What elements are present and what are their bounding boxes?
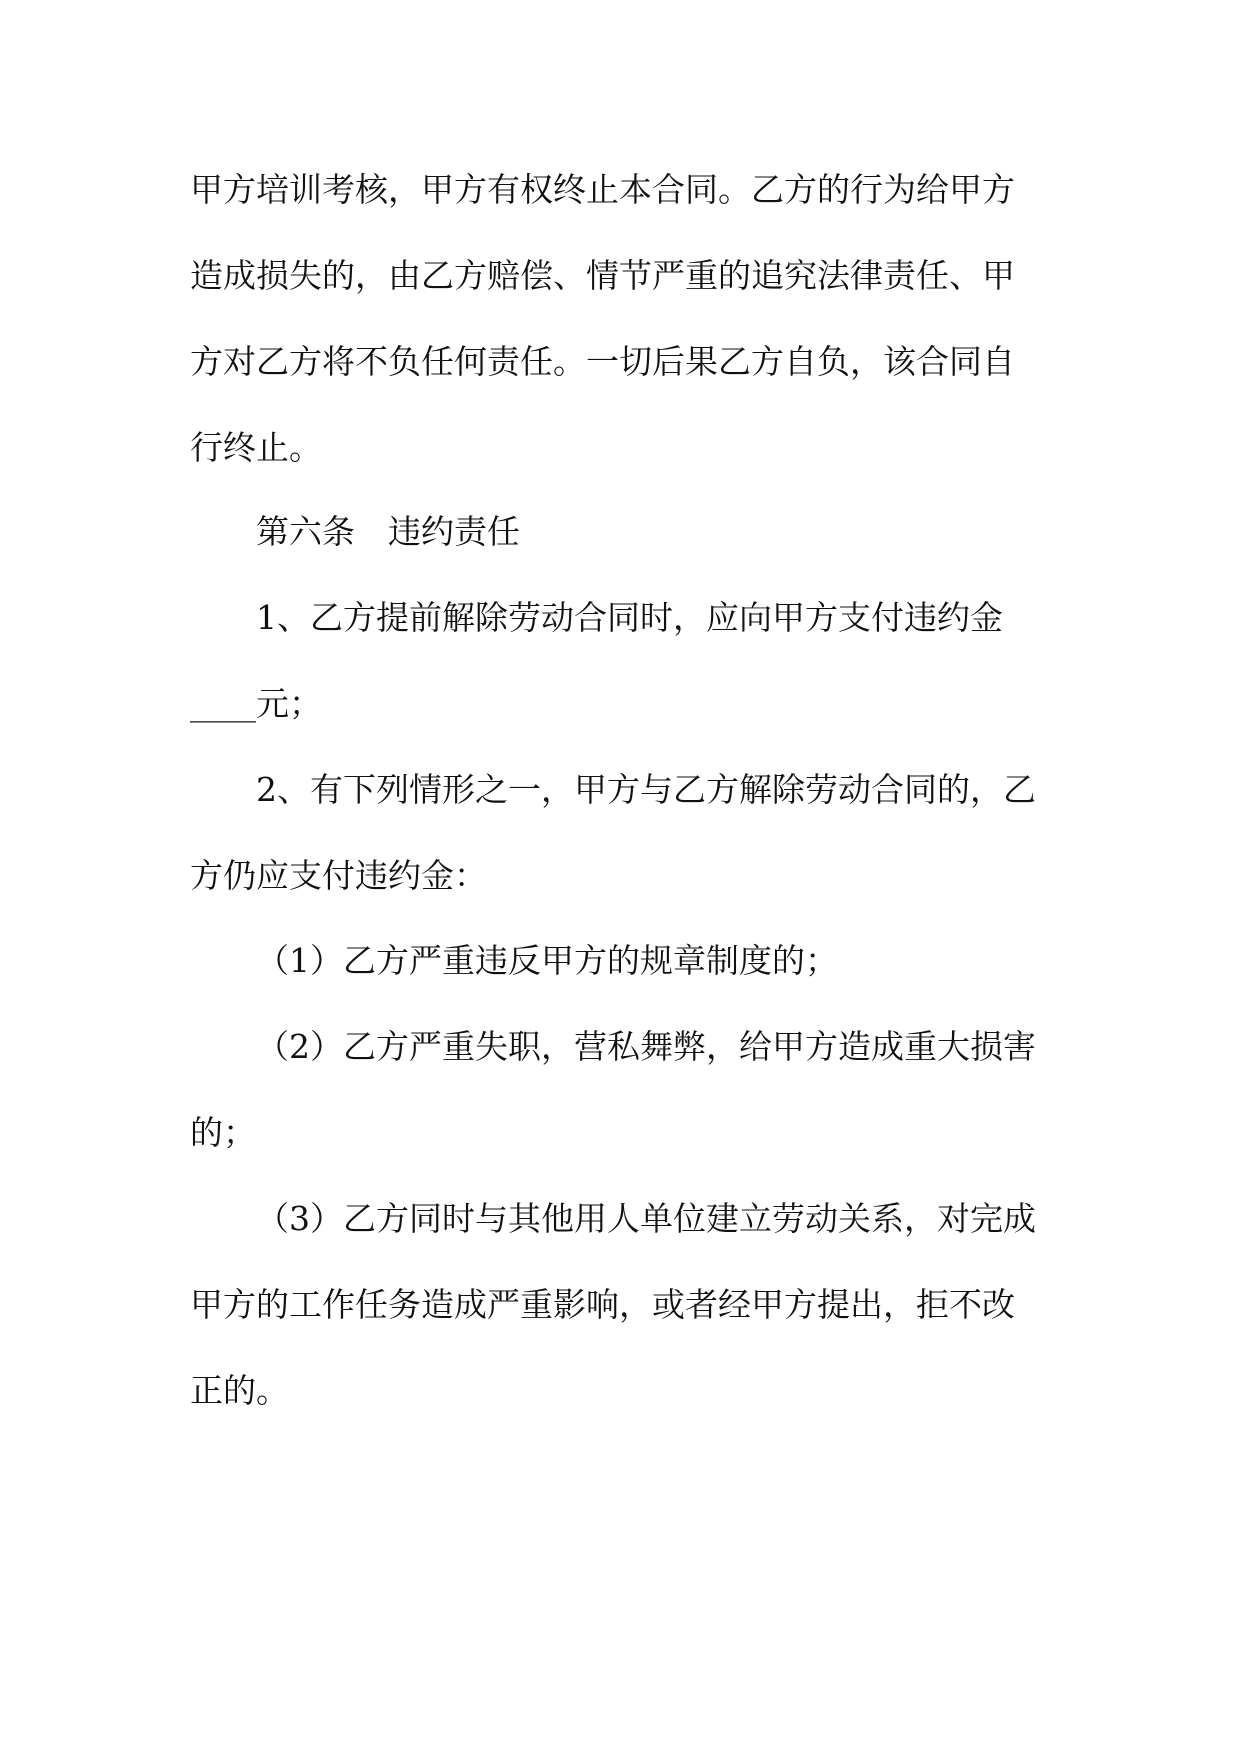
text-line: 的； <box>190 1113 256 1152</box>
list-item: （1）乙方严重违反甲方的规章制度的； <box>256 941 838 980</box>
text-line: 正的。 <box>190 1371 289 1410</box>
list-item: （3）乙方同时与其他用人单位建立劳动关系，对完成 <box>256 1199 1036 1238</box>
text-line: 甲方培训考核，甲方有权终止本合同。乙方的行为给甲方 <box>190 170 1015 209</box>
text-line: 1、乙方提前解除劳动合同时，应向甲方支付违约金 <box>256 598 1003 637</box>
text-line: 方对乙方将不负任何责任。一切后果乙方自负，该合同自 <box>190 342 1015 381</box>
text-line: 甲方的工作任务造成严重影响，或者经甲方提出，拒不改 <box>190 1285 1015 1324</box>
text-line: 行终止。 <box>190 428 322 467</box>
text-line: ____元； <box>190 684 322 723</box>
list-item: （2）乙方严重失职，营私舞弊，给甲方造成重大损害 <box>256 1027 1036 1066</box>
article-heading: 第六条 违约责任 <box>256 512 520 551</box>
text-line: 造成损失的，由乙方赔偿、情节严重的追究法律责任、甲 <box>190 256 1015 295</box>
text-line: 2、有下列情形之一，甲方与乙方解除劳动合同的，乙 <box>256 770 1036 809</box>
text-line: 方仍应支付违约金： <box>190 856 487 895</box>
